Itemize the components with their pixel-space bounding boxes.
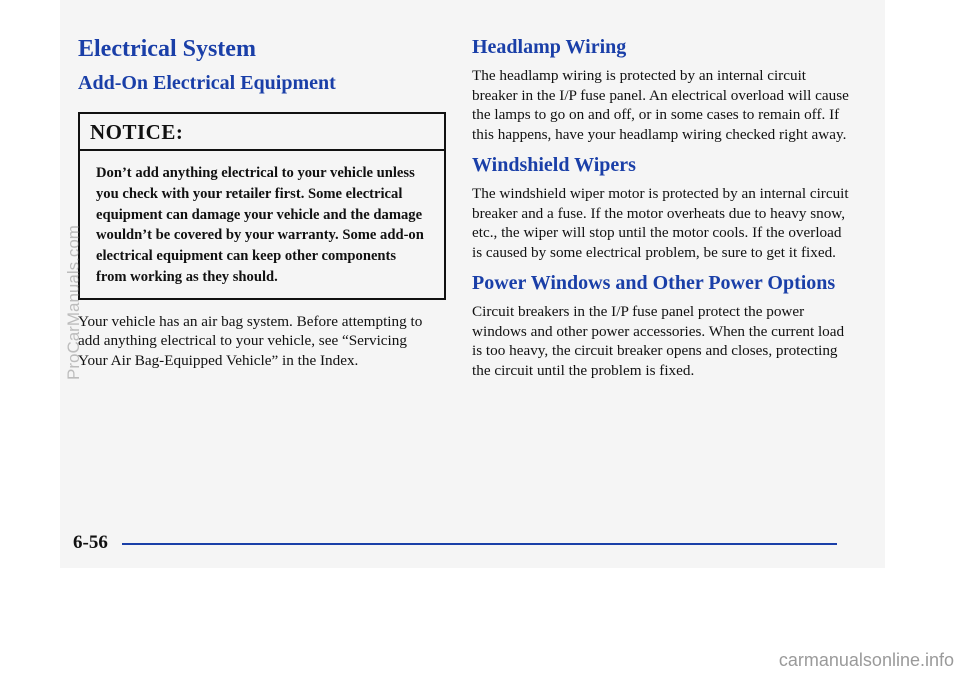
notice-box <box>78 112 446 300</box>
windshield-wipers-text: The windshield wiper motor is protected by an internal circuit breaker and a fuse. If the motor overheats due to heavy snow, etc., the wiper will stop until the motor cools. If the overload is caused by some electrical problem, be sure to get it fixed. <box>472 185 849 261</box>
footer-rule <box>122 543 837 545</box>
heading-windshield-wipers: Windshield Wipers <box>472 154 636 176</box>
headlamp-wiring-text: The headlamp wiring is protected by an internal circuit breaker in the I/P fuse panel. An electrical overload will cause the lamps to go on and off, or in some cases to remain off. If this happens, have your headlamp wiring checked right away. <box>472 67 849 143</box>
page-number: 6-56 <box>73 532 108 553</box>
right-column <box>472 34 852 380</box>
heading-add-on-equipment: Add-On Electrical Equipment <box>78 72 336 94</box>
section-title: Electrical System <box>78 36 256 62</box>
power-windows-text: Circuit breakers in the I/P fuse panel protect the power windows and other power accessories. When the current load is too heavy, the circuit breaker opens and closes, protecting the circuit until the problem is fixed. <box>472 303 845 379</box>
side-watermark: ProCarManuals.com <box>64 225 83 380</box>
heading-headlamp-wiring: Headlamp Wiring <box>472 36 627 58</box>
notice-text: Don’t add anything electrical to your vehicle unless you check with your retailer first. Some electrical equipment can damage your vehicle and the damage wouldn’t be covered by your warranty. Some add-on electrical equipment can keep other components from working as they should. <box>96 165 424 285</box>
air-bag-paragraph: Your vehicle has an air bag system. Before attempting to add anything electrical to your vehicle, see “Servicing Your Air Bag-Equipped Vehicle” in the Index. <box>78 312 423 369</box>
heading-power-windows: Power Windows and Other Power Options <box>472 272 836 294</box>
left-column <box>78 34 438 370</box>
bottom-watermark: carmanualsonline.info <box>778 650 954 670</box>
notice-label: NOTICE: <box>80 114 444 151</box>
